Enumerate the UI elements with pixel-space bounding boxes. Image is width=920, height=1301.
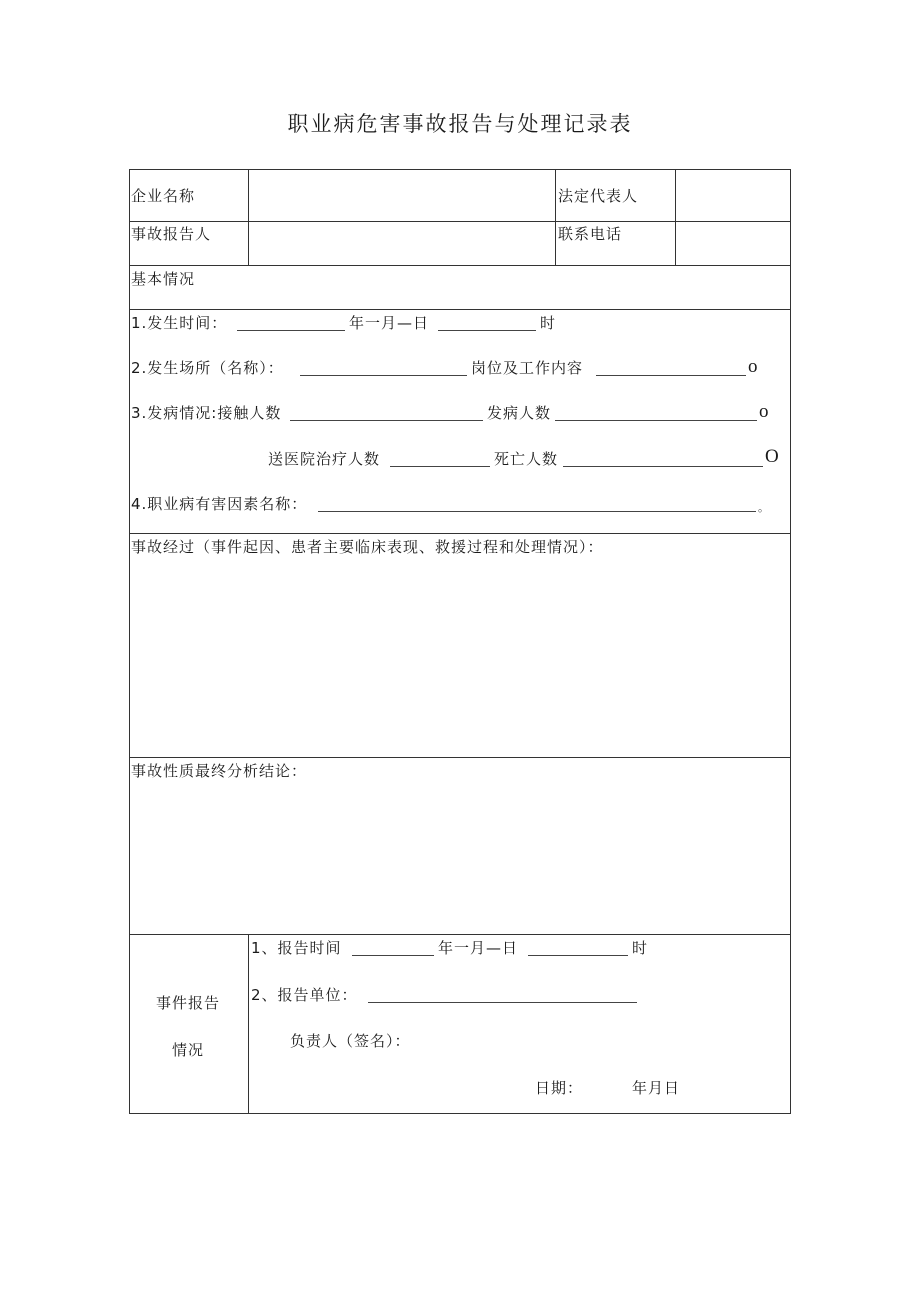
hazard-factor-label: 4.职业病有害因素名称： xyxy=(131,495,308,513)
row-divider xyxy=(129,309,791,310)
report-unit-blank[interactable] xyxy=(368,1002,637,1003)
occurrence-place-blank[interactable] xyxy=(300,375,467,376)
report-date-text: 年一月—日 xyxy=(438,939,519,957)
reporter-field[interactable] xyxy=(250,223,553,263)
occurrence-time-label: 1.发生时间： xyxy=(131,314,228,332)
report-hour-blank[interactable] xyxy=(528,955,628,956)
hospitalized-count-label: 送医院治疗人数 xyxy=(268,450,381,468)
accident-process-label: 事故经过（事件起因、患者主要临床表现、救援过程和处理情况）： xyxy=(131,538,604,556)
page-title: 职业病危害事故报告与处理记录表 xyxy=(287,112,633,136)
death-count-blank[interactable] xyxy=(563,466,763,467)
job-content-blank[interactable] xyxy=(596,375,746,376)
column-divider xyxy=(248,169,249,266)
row-divider xyxy=(129,265,791,266)
conclusion-label: 事故性质最终分析结论： xyxy=(131,762,308,780)
row-divider xyxy=(129,533,791,534)
exposure-count-blank[interactable] xyxy=(290,420,483,421)
job-content-label: 岗位及工作内容 xyxy=(471,359,584,377)
basic-info-label: 基本情况 xyxy=(131,270,196,288)
exposure-count-label: 3.发病情况:接触人数 xyxy=(131,404,282,422)
occurrence-hour-text: 时 xyxy=(540,314,557,332)
report-unit-label: 2、报告单位： xyxy=(251,986,358,1004)
sick-count-blank[interactable] xyxy=(555,420,757,421)
sick-count-end: o xyxy=(759,401,770,422)
death-count-label: 死亡人数 xyxy=(494,450,559,468)
report-hour-text: 时 xyxy=(632,939,649,957)
company-name-field[interactable] xyxy=(250,171,553,219)
column-divider xyxy=(248,934,249,1114)
hazard-factor-blank[interactable] xyxy=(318,511,756,512)
signer-label: 负责人（签名）： xyxy=(290,1032,411,1050)
report-section-label-line1: 事件报告 xyxy=(156,994,221,1012)
report-section-label-line2: 情况 xyxy=(172,1041,205,1059)
row-divider xyxy=(129,757,791,758)
sign-date-label: 日期： xyxy=(535,1079,584,1097)
death-count-end: O xyxy=(765,446,780,467)
hospitalized-count-blank[interactable] xyxy=(390,466,490,467)
company-name-label: 企业名称 xyxy=(131,187,196,205)
accident-process-field[interactable] xyxy=(131,560,789,755)
occurrence-place-label: 2.发生场所（名称）： xyxy=(131,359,284,377)
conclusion-field[interactable] xyxy=(131,784,789,932)
sign-date-value: 年月日 xyxy=(632,1079,681,1097)
occurrence-date-text: 年一月—日 xyxy=(349,314,430,332)
phone-field[interactable] xyxy=(677,223,789,263)
row-divider xyxy=(129,221,791,222)
legal-rep-label: 法定代表人 xyxy=(558,187,639,205)
hazard-factor-end: 。 xyxy=(758,501,770,514)
occurrence-hour-blank[interactable] xyxy=(438,330,536,331)
occurrence-date-blank[interactable] xyxy=(237,330,345,331)
column-divider xyxy=(675,169,676,266)
report-time-label: 1、报告时间 xyxy=(251,939,342,957)
report-date-blank[interactable] xyxy=(352,955,434,956)
row-divider xyxy=(129,934,791,935)
column-divider xyxy=(555,169,556,266)
phone-label: 联系电话 xyxy=(558,225,623,243)
legal-rep-field[interactable] xyxy=(677,171,789,219)
job-content-end: o xyxy=(748,356,759,377)
sick-count-label: 发病人数 xyxy=(487,404,552,422)
reporter-label: 事故报告人 xyxy=(131,225,212,243)
